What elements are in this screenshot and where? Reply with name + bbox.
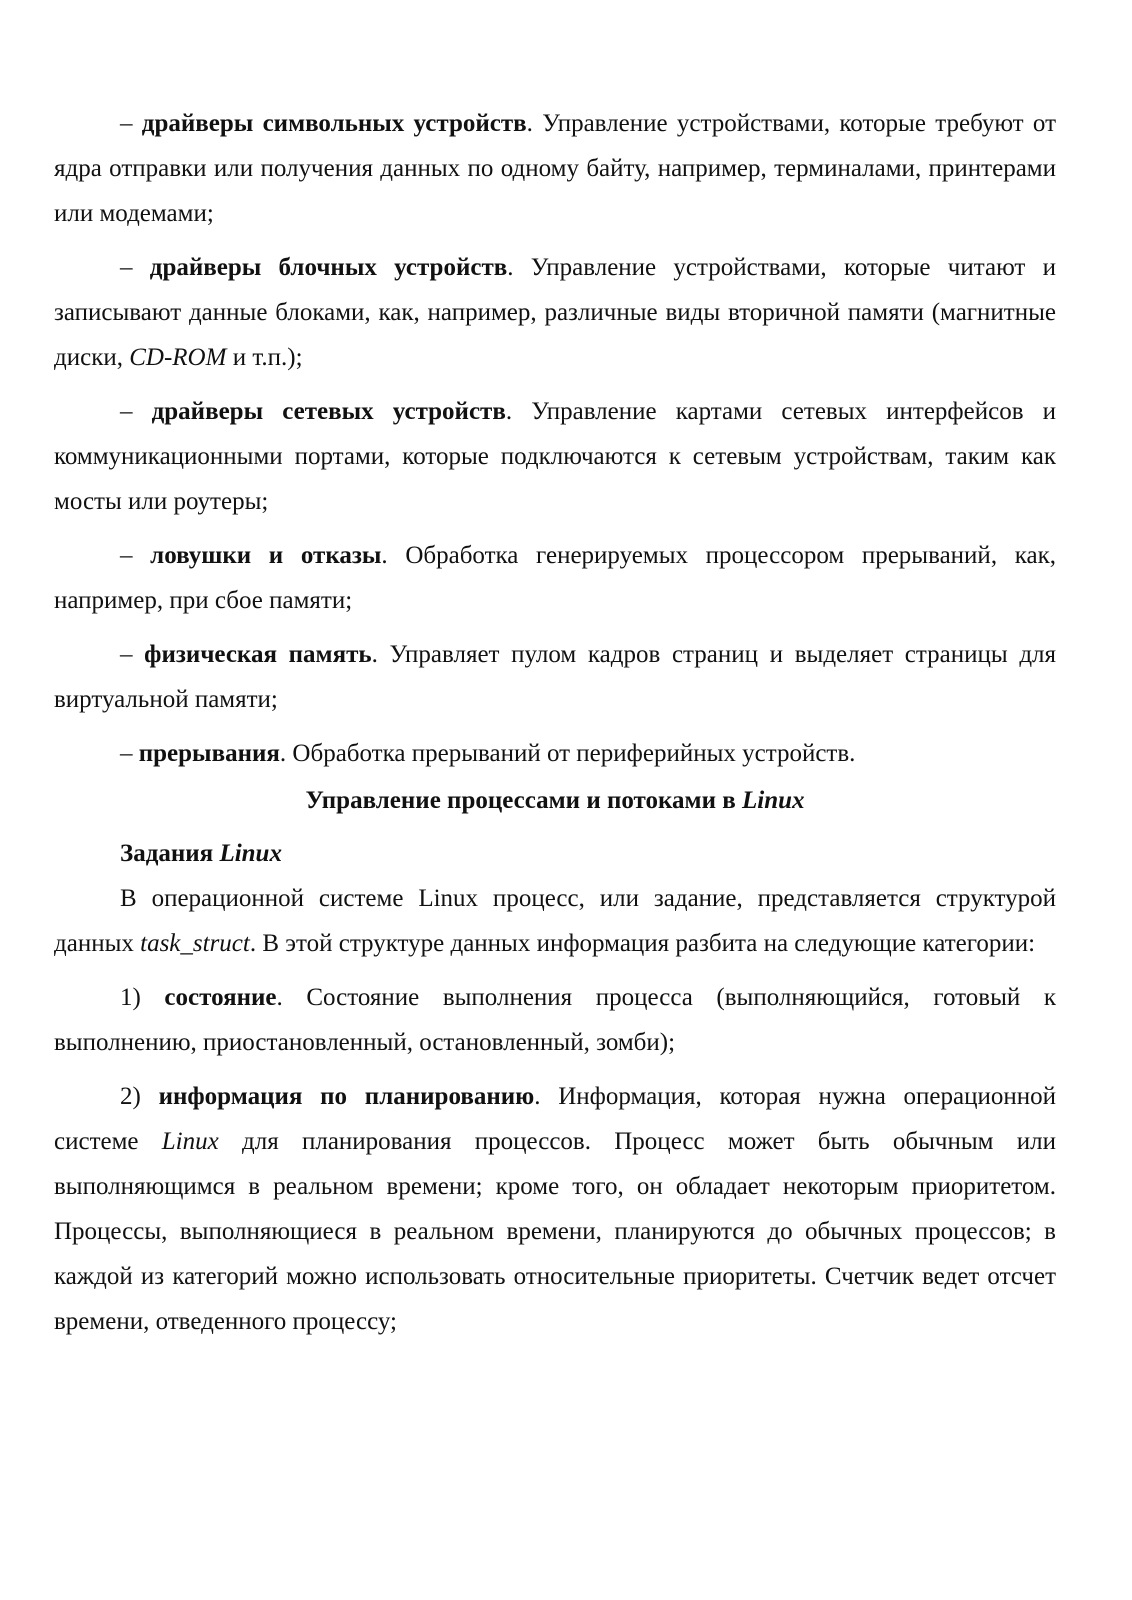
- category-state: [54, 975, 1056, 1065]
- description: . Состояние выполнения процесса (выполняющийся, готовый к выполнению, приостановленный, остановленный, зомби);: [54, 984, 1056, 1056]
- intro-paragraph: [54, 876, 1056, 966]
- section-heading-text: Управление процессами и потоками в: [305, 787, 742, 814]
- section-heading-linux: Linux: [741, 787, 805, 814]
- description: . Управление картами сетевых интерфейсов и коммуникационными портами, которые подключаются к сетевым устройствам, таким как мосты или роутеры;: [54, 398, 1056, 515]
- description: . Обработка прерываний от периферийных устройств.: [279, 740, 856, 767]
- description: . Управляет пулом кадров страниц и выделяет страницы для виртуальной памяти;: [54, 641, 1057, 713]
- list-item-phys-mem: [54, 632, 1056, 722]
- description-end: для планирования процессов. Процесс может быть обычным или выполняющимся в реальном времени; кроме того, он обладает некоторым приоритетом. Процессы, выполняющиеся в реальном времени, планируются до обычных процессов; в каждой из категорий можно использовать относительные приоритеты. Счетчик ведет отсчет времени, отведенного процессу;: [54, 1128, 1056, 1335]
- cd-rom-term: CD-ROM: [129, 344, 227, 371]
- category-number: 2): [120, 1083, 159, 1110]
- list-item-block-drivers: [54, 245, 1056, 380]
- term-phys-mem: физическая память: [144, 641, 372, 668]
- term-state: состояние: [164, 984, 277, 1011]
- dash: –: [120, 254, 150, 281]
- term-traps: ловушки и отказы: [150, 542, 382, 569]
- list-item-net-drivers: [54, 389, 1056, 524]
- subsection-heading: [54, 831, 1056, 876]
- description: . Управление устройствами, которые читают и записывают данные блоками, как, например, различные виды вторичной памяти (магнитные диски,: [54, 254, 1057, 371]
- description: . Управление устройствами, которые требуют от ядра отправки или получения данных по одному байту, например, терминалами, принтерами или модемами;: [54, 110, 1056, 227]
- intro-text: В операционной системе Linux процесс, или задание, представляется структурой данных: [54, 885, 1056, 957]
- intro-text-end: . В этой структуре данных информация разбита на следующие категории:: [249, 930, 1036, 957]
- term-net-drivers: драйверы сетевых устройств: [151, 398, 506, 425]
- term-char-drivers: драйверы символьных устройств: [141, 110, 527, 137]
- term-interrupts: прерывания: [138, 740, 280, 767]
- term-block-drivers: драйверы блочных устройств: [149, 254, 508, 281]
- list-item-interrupts: [54, 731, 1056, 776]
- list-item-char-drivers: [54, 101, 1056, 236]
- description: . Информация, которая нужна операционной системе: [54, 1083, 1056, 1155]
- linux-term: Linux: [161, 1128, 219, 1155]
- subsection-heading-linux: Linux: [219, 840, 282, 867]
- dash: –: [120, 641, 145, 668]
- dash: –: [120, 398, 152, 425]
- section-heading: [54, 778, 1056, 823]
- dash: –: [120, 542, 151, 569]
- dash: –: [120, 740, 139, 767]
- category-number: 1): [120, 984, 165, 1011]
- subsection-heading-text: Задания: [120, 840, 220, 867]
- category-scheduling: [54, 1074, 1056, 1344]
- term-scheduling: информация по планированию: [158, 1083, 535, 1110]
- task-struct-term: task_struct: [140, 930, 250, 957]
- description: . Обработка генерируемых процессором прерываний, как, например, при сбое памяти;: [54, 542, 1056, 614]
- list-item-traps: [54, 533, 1056, 623]
- dash: –: [120, 110, 142, 137]
- description-end: и т.п.);: [226, 344, 303, 371]
